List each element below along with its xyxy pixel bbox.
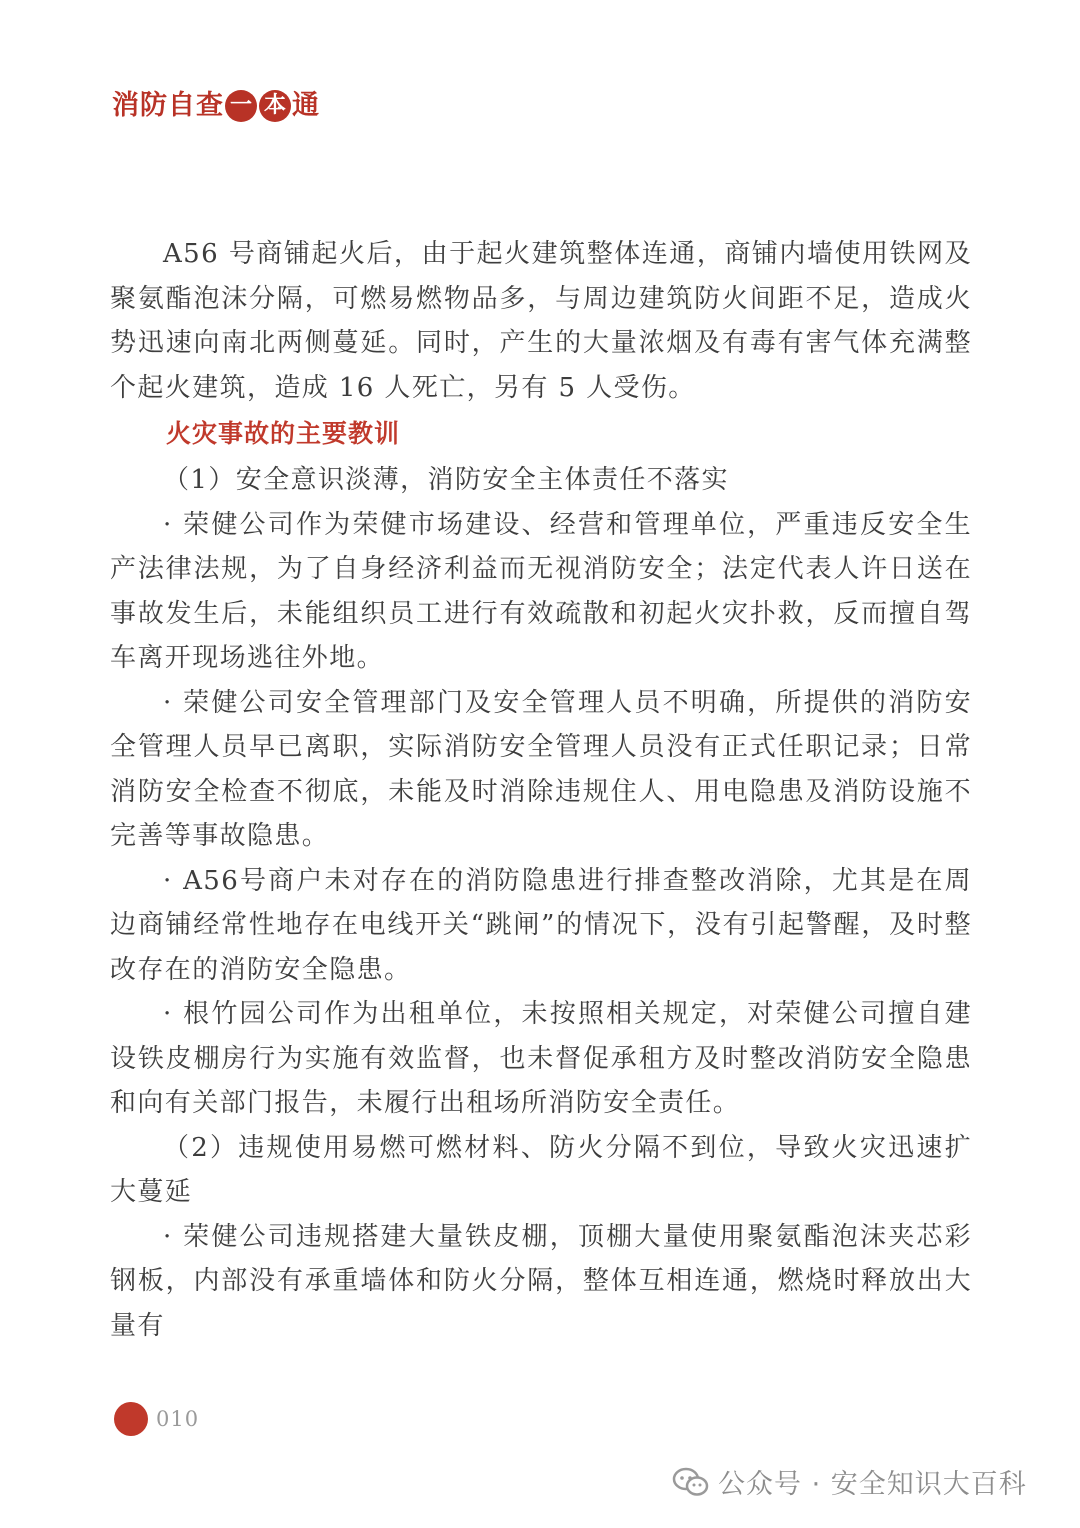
- point-2-heading: （2）违规使用易燃可燃材料、防火分隔不到位，导致火灾迅速扩大蔓延: [110, 1132, 972, 1207]
- book-title-char: 通: [292, 90, 320, 121]
- section-title: 火灾事故的主要教训: [166, 419, 401, 448]
- book-title-char: 防: [140, 90, 168, 121]
- page-number: 010: [156, 1407, 200, 1431]
- book-title-char-badge: 一: [225, 90, 257, 122]
- book-title-logo: [112, 86, 320, 126]
- book-title-char: 自: [168, 90, 196, 121]
- point-1-bullet-2: · 荣健公司安全管理部门及安全管理人员不明确，所提供的消防安全管理人员早已离职，实际消防安全管理人员没有正式任职记录；日常消防安全检查不彻底，未能及时消除违规住人、用电隐患及消防设施不完善等事故隐患。: [110, 687, 972, 851]
- book-title-char-badge: 本: [259, 90, 291, 122]
- book-title-char: 消: [112, 90, 140, 121]
- point-1-bullet-1: · 荣健公司作为荣健市场建设、经营和管理单位，严重违反安全生产法律法规，为了自身经济利益而无视消防安全；法定代表人许日送在事故发生后，未能组织员工进行有效疏散和初起火灾扑救，反而擅自驾车离开现场逃往外地。: [110, 509, 972, 673]
- book-title-char: 查: [196, 90, 224, 121]
- page-body: [110, 232, 972, 1348]
- point-1-bullet-4: · 根竹园公司作为出租单位，未按照相关规定，对荣健公司擅自建设铁皮棚房行为实施有效监督，也未督促承租方及时整改消防安全隐患和向有关部门报告，未履行出租场所消防安全责任。: [110, 999, 972, 1118]
- point-2-bullet-1: · 荣健公司违规搭建大量铁皮棚，顶棚大量使用聚氨酯泡沫夹芯彩钢板，内部没有承重墙体和防火分隔，整体互相连通，燃烧时释放出大量有: [110, 1221, 972, 1341]
- page-marker-dot: [114, 1402, 148, 1436]
- wechat-icon: [672, 1466, 710, 1498]
- page-footer: [114, 1402, 199, 1436]
- watermark-text: 公众号 · 安全知识大百科: [718, 1469, 1027, 1500]
- paragraph-intro: A56 号商铺起火后，由于起火建筑整体连通，商铺内墙使用铁网及聚氨酯泡沫分隔，可燃易燃物品多，与周边建筑防火间距不足，造成火势迅速向南北两侧蔓延。同时，产生的大量浓烟及有毒有害气体充满整个起火建筑，造成 16 人死亡，另有 5 人受伤。: [110, 239, 972, 403]
- point-1-heading: （1）安全意识淡薄，消防安全主体责任不落实: [163, 465, 729, 495]
- source-watermark: [672, 1462, 1027, 1501]
- point-1-bullet-3: · A56号商户未对存在的消防隐患进行排查整改消除，尤其是在周边商铺经常性地存在电线开关“跳闸”的情况下，没有引起警醒，及时整改存在的消防安全隐患。: [110, 865, 972, 985]
